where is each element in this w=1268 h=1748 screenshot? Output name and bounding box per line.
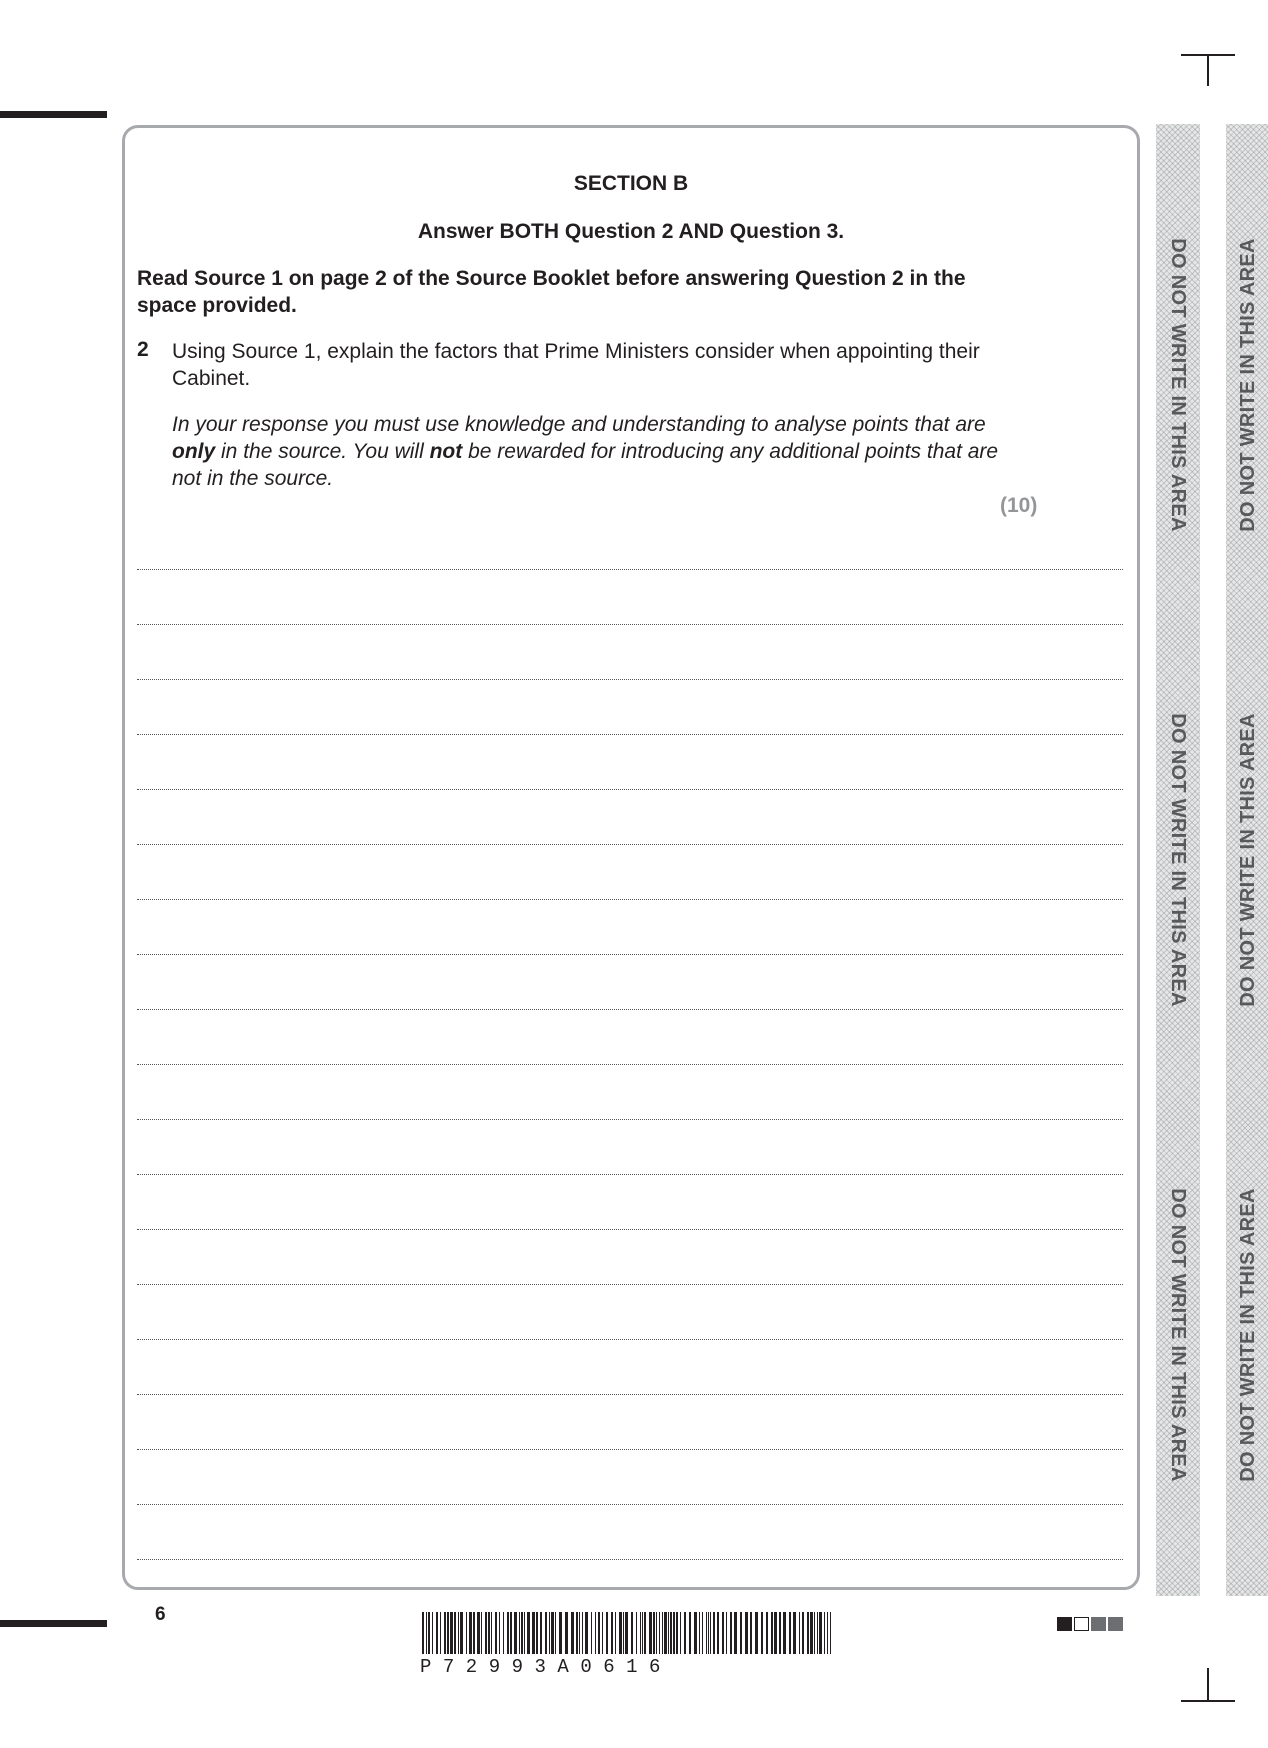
section-title: SECTION B xyxy=(573,172,689,195)
margin-warning: DO NOT WRITE IN THIS AREA xyxy=(1167,713,1189,1007)
marks-available: (10) xyxy=(1000,494,1038,517)
barcode-bar xyxy=(689,1612,691,1654)
barcode-bar xyxy=(495,1612,497,1654)
barcode-bar xyxy=(579,1612,580,1654)
barcode-bar xyxy=(551,1612,554,1654)
page-ident-mark-grey xyxy=(1108,1617,1123,1631)
barcode-bar xyxy=(454,1612,456,1654)
barcode-bar xyxy=(713,1612,715,1654)
barcode-bar xyxy=(611,1612,613,1654)
barcode-bar xyxy=(668,1612,669,1654)
barcode-bar xyxy=(771,1612,773,1654)
barcode-bar xyxy=(755,1612,758,1654)
answer-line[interactable] xyxy=(137,624,1123,625)
barcode-bar xyxy=(615,1612,616,1654)
barcode-bar xyxy=(740,1612,742,1654)
crop-mark-top-v xyxy=(1207,54,1209,86)
barcode-bar xyxy=(623,1612,624,1654)
binding-bar-top xyxy=(0,111,107,118)
answer-line[interactable] xyxy=(137,1064,1123,1065)
barcode-bar xyxy=(598,1612,600,1654)
answer-line[interactable] xyxy=(137,1174,1123,1175)
barcode-bar xyxy=(799,1612,800,1654)
barcode-bar xyxy=(458,1612,459,1654)
barcode-bar xyxy=(460,1612,463,1654)
barcode-bar xyxy=(485,1612,487,1654)
answer-line[interactable] xyxy=(137,734,1123,735)
source-instruction: Read Source 1 on page 2 of the Source Booklet before answering Question 2 in the space provided. xyxy=(137,267,966,317)
barcode-bar xyxy=(602,1612,603,1654)
answer-line[interactable] xyxy=(137,1339,1123,1340)
barcode-bar xyxy=(640,1612,641,1654)
barcode-bar xyxy=(726,1612,727,1654)
barcode-bar xyxy=(527,1612,530,1654)
barcode-bar xyxy=(694,1612,697,1654)
barcode-bar xyxy=(702,1612,703,1654)
crop-mark-bottom-v xyxy=(1207,1668,1209,1700)
answer-line[interactable] xyxy=(137,1009,1123,1010)
barcode-bar xyxy=(819,1612,822,1654)
answer-line[interactable] xyxy=(137,1119,1123,1120)
barcode-bar xyxy=(708,1612,709,1654)
page-ident-mark-filled xyxy=(1057,1617,1072,1631)
question-guidance: In your response you must use knowledge and understanding to analyse points that are only in the source. You will not be rewarded for introducing any additional points that are not in the source. xyxy=(172,413,999,490)
barcode-bar xyxy=(722,1612,724,1654)
barcode-bar xyxy=(595,1612,596,1654)
barcode-bar xyxy=(450,1612,453,1654)
margin-warning: DO NOT WRITE IN THIS AREA xyxy=(1237,238,1259,532)
barcode-bar xyxy=(436,1612,438,1654)
margin-warning: DO NOT WRITE IN THIS AREA xyxy=(1167,238,1189,532)
barcode-bar xyxy=(761,1612,763,1654)
answer-line[interactable] xyxy=(137,1504,1123,1505)
barcode-bar xyxy=(734,1612,737,1654)
answer-line[interactable] xyxy=(137,1449,1123,1450)
answer-line[interactable] xyxy=(137,789,1123,790)
barcode-bar xyxy=(717,1612,719,1654)
answer-line[interactable] xyxy=(137,1559,1123,1560)
barcode-bar xyxy=(810,1612,813,1654)
answer-line[interactable] xyxy=(137,899,1123,900)
answer-line[interactable] xyxy=(137,1394,1123,1395)
barcode-bar xyxy=(536,1612,538,1654)
section-subtitle: Answer BOTH Question 2 AND Question 3. xyxy=(417,220,845,243)
barcode-bar xyxy=(827,1612,828,1654)
barcode-bar xyxy=(499,1612,500,1654)
barcode-bar xyxy=(745,1612,748,1654)
barcode xyxy=(420,1612,840,1656)
barcode-bar xyxy=(503,1612,504,1654)
barcode-bar xyxy=(636,1612,637,1654)
barcode-bar xyxy=(524,1612,525,1654)
answer-line[interactable] xyxy=(137,679,1123,680)
barcode-bar xyxy=(585,1612,588,1654)
crop-mark-bottom-h xyxy=(1181,1700,1235,1702)
barcode-bar xyxy=(510,1612,512,1654)
barcode-bar xyxy=(422,1612,424,1654)
barcode-bar xyxy=(817,1612,818,1654)
barcode-bar xyxy=(789,1612,791,1654)
answer-line[interactable] xyxy=(137,569,1123,570)
margin-warning: DO NOT WRITE IN THIS AREA xyxy=(1237,713,1259,1007)
barcode-bar xyxy=(576,1612,578,1654)
barcode-bar xyxy=(706,1612,707,1654)
barcode-bar xyxy=(649,1612,652,1654)
barcode-bar xyxy=(766,1612,768,1654)
barcode-bar xyxy=(540,1612,542,1654)
barcode-bar xyxy=(466,1612,467,1654)
barcode-bar xyxy=(783,1612,786,1654)
barcode-bar xyxy=(514,1612,517,1654)
barcode-bar xyxy=(830,1612,831,1654)
barcode-bar xyxy=(807,1612,809,1654)
barcode-bar xyxy=(730,1612,732,1654)
barcode-bar xyxy=(565,1612,568,1654)
barcode-bar xyxy=(676,1612,678,1654)
barcode-bar xyxy=(779,1612,781,1654)
barcode-bar xyxy=(447,1612,449,1654)
page-number: 6 xyxy=(155,1604,166,1625)
barcode-bar xyxy=(662,1612,663,1654)
barcode-bar xyxy=(684,1612,686,1654)
barcode-bar xyxy=(591,1612,592,1654)
barcode-bar xyxy=(481,1612,482,1654)
barcode-bar xyxy=(644,1612,646,1654)
barcode-bar xyxy=(507,1612,509,1654)
barcode-bar xyxy=(793,1612,796,1654)
question-text: Using Source 1, explain the factors that Prime Ministers consider when appointing their Cabinet. xyxy=(172,340,980,390)
barcode-bar xyxy=(469,1612,472,1654)
barcode-bar xyxy=(750,1612,752,1654)
barcode-bar xyxy=(477,1612,480,1654)
barcode-bar xyxy=(802,1612,804,1654)
answer-line[interactable] xyxy=(137,1229,1123,1230)
page-ident-mark-grey xyxy=(1091,1617,1106,1631)
barcode-bar xyxy=(426,1612,427,1654)
barcode-bar xyxy=(519,1612,520,1654)
barcode-bar xyxy=(631,1612,633,1654)
barcode-bar xyxy=(659,1612,660,1654)
barcode-bar xyxy=(625,1612,628,1654)
barcode-bar xyxy=(440,1612,441,1654)
answer-line[interactable] xyxy=(137,954,1123,955)
barcode-bar xyxy=(699,1612,700,1654)
barcode-bar xyxy=(555,1612,556,1654)
barcode-bar xyxy=(710,1612,711,1654)
barcode-bar xyxy=(673,1612,675,1654)
barcode-bar xyxy=(521,1612,523,1654)
page-ident-mark-empty xyxy=(1074,1617,1089,1631)
barcode-bar xyxy=(549,1612,550,1654)
barcode-bar xyxy=(664,1612,667,1654)
margin-warning: DO NOT WRITE IN THIS AREA xyxy=(1167,1188,1189,1482)
answer-line[interactable] xyxy=(137,844,1123,845)
barcode-bar xyxy=(814,1612,815,1654)
barcode-bar xyxy=(656,1612,657,1654)
question-number: 2 xyxy=(137,338,149,361)
barcode-bar xyxy=(571,1612,574,1654)
barcode-bar xyxy=(444,1612,446,1654)
barcode-bar xyxy=(774,1612,777,1654)
barcode-bar xyxy=(432,1612,433,1654)
barcode-bar xyxy=(680,1612,681,1654)
barcode-bar xyxy=(670,1612,672,1654)
barcode-bar xyxy=(824,1612,825,1654)
barcode-bar xyxy=(545,1612,547,1654)
barcode-bar xyxy=(491,1612,492,1654)
barcode-bar xyxy=(582,1612,583,1654)
barcode-bar xyxy=(559,1612,562,1654)
barcode-bar xyxy=(473,1612,475,1654)
barcode-bar xyxy=(532,1612,535,1654)
binding-bar-bottom xyxy=(0,1620,107,1627)
barcode-text: P72993A0616 xyxy=(420,1656,672,1678)
barcode-bar xyxy=(619,1612,622,1654)
answer-line[interactable] xyxy=(137,1284,1123,1285)
barcode-bar xyxy=(428,1612,430,1654)
barcode-bar xyxy=(642,1612,643,1654)
barcode-bar xyxy=(488,1612,490,1654)
barcode-bar xyxy=(653,1612,655,1654)
barcode-bar xyxy=(606,1612,608,1654)
margin-warning: DO NOT WRITE IN THIS AREA xyxy=(1237,1188,1259,1482)
